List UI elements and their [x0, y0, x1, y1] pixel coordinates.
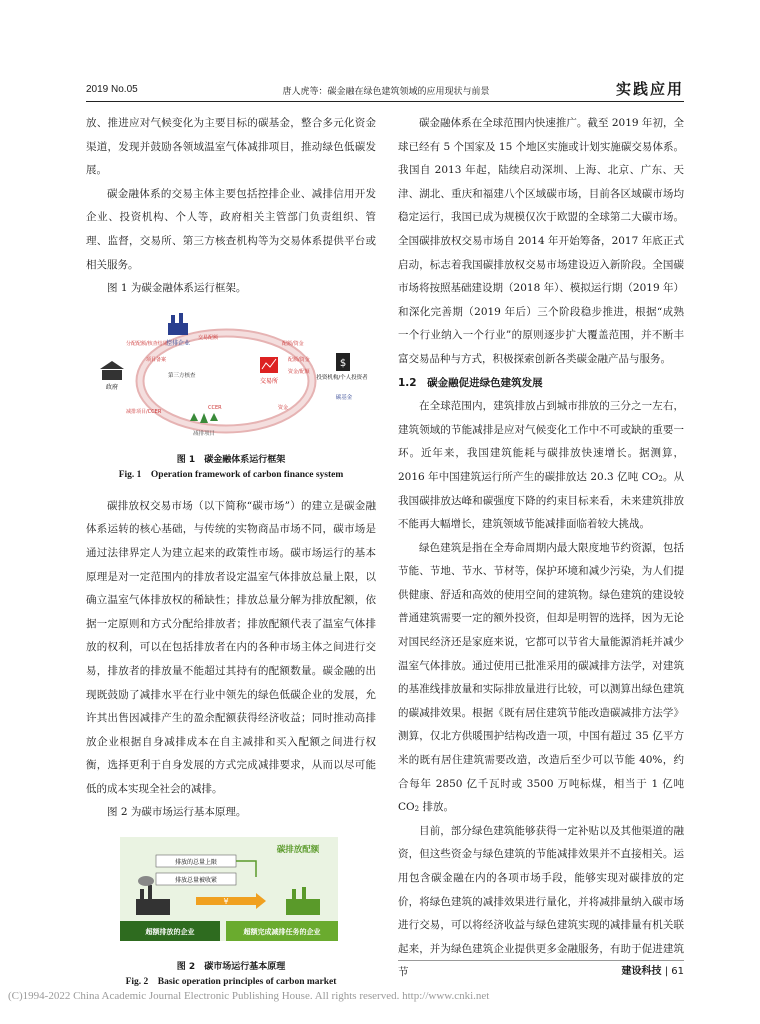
paragraph: 图 2 为碳市场运行基本原理。 [107, 806, 247, 819]
figure-2-diagram [86, 833, 376, 958]
paragraph: 碳金融体系在全球范围内快速推广。截至 2019 年初，全球已经有 5 个国家及 15 个地区实施或计划实施碳交易体系。我国自 2013 年起，陆续启动深圳、上海、北京、广东、天津、湖北、重庆和福建八个区域碳市场，目前各区域碳市场均稳定运行，我国已成为规模仅次于欧盟的全球第二大碳市场。全国碳排放权交易市场自 2014 年开始筹备，2017 年底正式启动，标志着我国碳排放权交易市场建设迈入新阶段。全国碳市场将按照基础建设期（2018 年）、模拟运行期（2019 年）和深化完善期（2019 年后）三个阶段稳步推进，根据“成熟一个行业纳入一个行业”的原则逐步扩大覆盖范围，并不断丰富交易品种与方式，积极探索创新各类碳金融产品与服务。 [398, 117, 684, 365]
section-title: 实践应用 [615, 80, 684, 98]
running-title: 唐人虎等：碳金融在绿色建筑领域的应用现状与前景 [282, 87, 490, 97]
paragraph: 在全球范围内，建筑排放占到城市排放的三分之一左右，建筑领域的节能减排是应对气候变化工作中不可或缺的重要一环。近年来，我国建筑能耗与碳排放快速增长。据测算，2016 年中国建筑运行所产生的碳排放达 20.3 亿吨 CO2。从我国碳排放达峰和碳强度下降的约束目标来看，未来建筑排放不能再大幅增长，建筑领域节能减排面临着较大挑战。 [398, 400, 685, 531]
government-icon [100, 361, 124, 380]
label-quota-funds-2: 配额/资金 [288, 356, 310, 363]
exchange-chart-icon [260, 357, 278, 373]
figure-1-caption-en: Fig. 1 Operation framework of carbon finance system [118, 469, 344, 480]
header-rule [86, 101, 684, 102]
yuan-symbol: ¥ [223, 897, 229, 907]
paragraph: 图 1 为碳金融体系运行框架。 [107, 282, 247, 295]
paragraph: 碳排放权交易市场（以下简称“碳市场”）的建立是碳金融体系运转的核心基础，与传统的实物商品市场不同，碳市场是通过法律界定人为建立起来的政策性市场。碳市场运行的基本原理是对一定范围内的排放者设定温室气体排放总量上限，以确立温室气体排放权的稀缺性；排放总量分解为排放配额，依据一定原则和方式分配给排放者；排放配额代表了温室气体排放的权利，可以在包括排放者在内的各种市场主体之间进行交易，排放者的排放量不能超过其持有的配额数量。碳金融的出现既鼓励了减排水平在行业中领先的绿色低碳企业的发展，允许其出售因减排产生的盈余配额获得经济收益；同时推动高排放企业根据自身减排成本在自主减排和买入配额之间进行权衡，选择更利于自身发展的方式完成减排要求，从而以尽可能低的成本实现全社会的减排。 [86, 499, 376, 795]
node-third-party: 第三方核查 [168, 372, 196, 379]
page-number: 61 [671, 966, 684, 977]
node-reduction-project: 减排项目 [192, 430, 216, 437]
label-project: 项目备案 [146, 356, 167, 363]
right-company: 超额完成减排任务的企业 [243, 928, 321, 937]
node-enterprise: 控排企业 [165, 339, 191, 347]
node-exchange: 交易所 [259, 377, 279, 385]
figure-2-title: 碳排放配额 [276, 845, 320, 856]
right-column [398, 112, 684, 985]
section-heading-1-2: 1.2 碳金融促进绿色建筑发展 [398, 376, 543, 389]
document-dollar-icon [336, 353, 350, 371]
node-investor: 投资机构/个人投资者 [316, 374, 368, 381]
label-quota-funds: 配额/资金 [282, 340, 304, 347]
tightened-label: 排放总量被收紧 [174, 877, 218, 885]
issue-number: 2019 No.05 [86, 84, 138, 95]
paragraph: 目前，部分绿色建筑能够获得一定补贴以及其他渠道的融资，但这些资金与绿色建筑的节能减排效果并不直接相关。运用包含碳金融在内的各项市场手段，能够实现对碳排放的定价，将绿色建筑的减排效果进行量化，并将减排量纳入碳市场进行交易，可以将经济收益与绿色建筑实现的减排量有机关联起来，并为绿色建筑企业提供更多金融服务，有助于促进建筑节 [398, 824, 684, 979]
page-header [86, 78, 684, 100]
figure-2-caption-cn: 图 2 碳市场运行基本原理 [176, 962, 286, 973]
figure-1-caption-cn: 图 1 碳金融体系运行框架 [176, 454, 286, 465]
page-footer: 建设科技 | 61 [621, 966, 684, 977]
label-funds: 资金 [278, 404, 289, 411]
svg-text:$: $ [339, 357, 347, 369]
label-trade: 交易配额 [198, 334, 219, 341]
footer-rule [398, 960, 684, 961]
figure-1-diagram [86, 309, 376, 449]
copyright-notice: (C)1994-2022 China Academic Journal Electronic Publishing House. All rights reserved. http://www.cnki.net [8, 990, 490, 1002]
paragraph: 碳金融体系的交易主体主要包括控排企业、减排信用开发企业、投资机构、个人等，政府相关主管部门负责组织、管理、监督，交易所、第三方核查机构等为交易体系提供平台或相关服务。 [86, 187, 376, 271]
factory-icon [168, 313, 188, 335]
figure-2-caption-en: Fig. 2 Basic operation principles of carbon market [125, 977, 337, 988]
label-funds-quota: 资金/配额 [288, 368, 310, 375]
cap-label: 排放的总量上限 [174, 859, 218, 867]
node-carbon-fund: 碳基金 [335, 394, 353, 401]
label-ccer: CCER [208, 404, 222, 411]
label-allocation: 分配配额/核查结果 [126, 340, 168, 347]
journal-name: 建设科技 [621, 966, 662, 977]
left-column [86, 112, 376, 990]
left-company: 超额排放的企业 [145, 928, 195, 937]
label-ccer-project: 减排项目/CCER [126, 408, 162, 415]
node-government: 政府 [105, 383, 119, 391]
paragraph: 放、推进应对气候变化为主要目标的碳基金，整合多元化资金渠道，发现并鼓励各领域温室气体减排项目，推动绿色低碳发展。 [86, 117, 376, 177]
paragraph: 绿色建筑是指在全寿命周期内最大限度地节约资源，包括节能、节地、节水、节材等，保护环境和减少污染，为人们提供健康、舒适和高效的使用空间的建筑物。绿色建筑的建设较普通建筑需要一定的额外投资，但却是明智的选择，因为无论对国民经济还是家庭来说，它都可以节省大量能源消耗并减少温室气体排放。通过使用已批准采用的碳减排方法学，对建筑的基准线排放量和实际排放量进行比较，可以测算出绿色建筑的碳减排效果。根据《既有居住建筑节能改造碳减排方法学》测算，仅北方供暖围护结构改造一项，中国有超过 35 亿平方米的既有居住建筑需要改造，改造后至少可以节能 40%，约合每年 2850 亿千瓦时或 3500 万吨标煤，相当于 1 亿吨 CO2 排放。 [398, 541, 684, 814]
